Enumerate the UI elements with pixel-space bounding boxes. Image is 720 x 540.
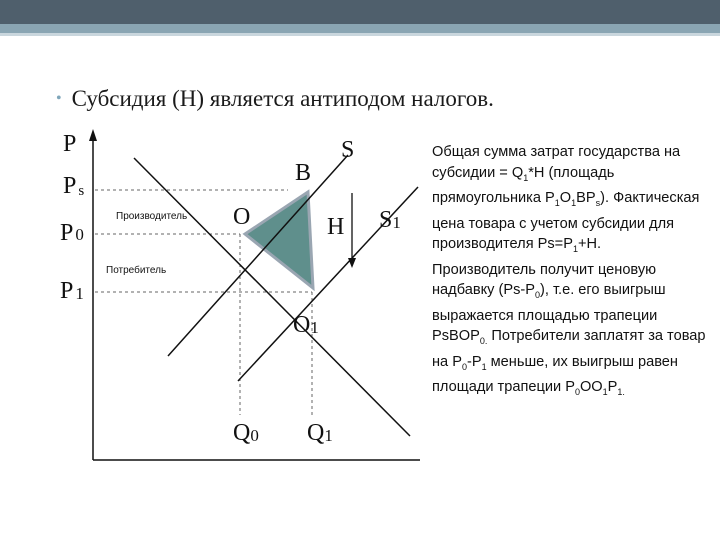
q0-label: Q0 — [233, 420, 259, 446]
p0-label: P 0 — [60, 220, 84, 246]
demand-line — [134, 158, 410, 436]
price-axis-arrow — [89, 129, 97, 141]
subsidy-h-label: H — [327, 214, 345, 240]
point-b-label: B — [295, 160, 312, 186]
bullet-icon: • — [56, 90, 62, 107]
axis-p-label: P — [63, 131, 77, 157]
point-o1-label: O1 — [293, 312, 319, 338]
slide-title-text: Субсидия (Н) является антиподом налогов. — [71, 86, 494, 111]
curve-s1-label: S1 — [379, 207, 401, 233]
consumer-label: Потребитель — [106, 265, 167, 276]
ps-label: Ps — [63, 173, 85, 199]
supply-line-s — [168, 155, 348, 356]
curve-s-label: S — [341, 137, 355, 163]
producer-label: Производитель — [116, 211, 188, 222]
explanation-text: Общая сумма затрат государства на субсидии = $Q_1*Н$ (площадь прямоугольника $P_1O_1BP_s$). Фактическая цена товара с учетом субсидии для производителя $Ps=P_1+Н$. Производитель получит ценовую надбавку $(Ps-P_0)$, т.е. его выигрыш выражается площадью трапеции PsBOP$_{0.}$ Потребители заплатят за товар на $P_0-P_1$ меньше, их выигрыш равен площади трапеции $P_0OO_1P_{1.}$ — [432, 144, 706, 398]
p1-label: P 1 — [60, 278, 84, 304]
subsidy-arrow-head — [348, 258, 356, 268]
point-o-label: O — [233, 204, 251, 230]
q1-label: Q1 — [307, 420, 333, 446]
